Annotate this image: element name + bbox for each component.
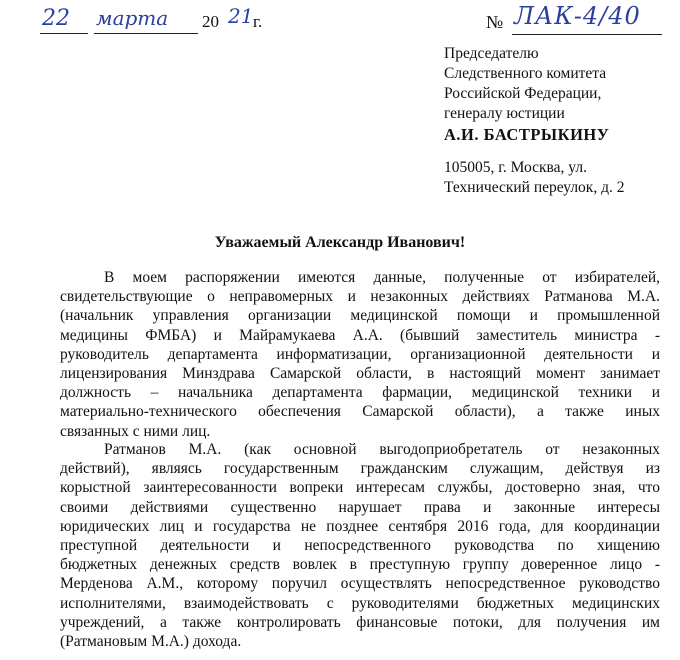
- addressee-line: Российской Федерации,: [444, 85, 602, 102]
- number-handwritten: ЛАК-4/40: [514, 2, 641, 30]
- paragraph-line: медицины ФМБА) и Майрамукаева А.А. (бывший заместитель министра -: [60, 326, 660, 344]
- addressee-name: А.И. БАСТРЫКИНУ: [444, 125, 610, 144]
- paragraph-line: преступной деятельности и непосредственного руководства по хищению: [60, 537, 660, 555]
- date-month: марта: [96, 6, 169, 30]
- addressee-line: генералу юстиции: [444, 105, 565, 122]
- date-year-handwritten: 21: [228, 4, 254, 28]
- paragraph-line: (начальник управления организации медицинской помощи и промышленной: [60, 307, 660, 325]
- number-sign: №: [486, 12, 504, 32]
- addressee-address: [444, 158, 680, 198]
- salutation: Уважаемый Александр Иванович!: [214, 234, 466, 251]
- paragraph-line: свидетельствующие о неправомерных и незаконных действиях Ратманова М.А.: [60, 288, 660, 306]
- date-year-prefix: 20: [202, 12, 219, 31]
- paragraph-line: Мерденова А.М., которому поручил осуществлять непосредственное руководство: [60, 575, 660, 593]
- date-year-suffix: г.: [253, 12, 263, 31]
- paragraph-1: [60, 268, 660, 441]
- letter-date: [38, 6, 278, 36]
- addressee-line: Председателю: [444, 45, 539, 62]
- addressee-block: [444, 44, 680, 145]
- address-line: 105005, г. Москва, ул.: [444, 159, 587, 176]
- paragraph-line: В моем распоряжении имеются данные, полученные от избирателей,: [104, 269, 660, 286]
- address-line: Технический переулок, д. 2: [444, 179, 625, 196]
- paragraph-line: корыстной заинтересованности вопреки интересам службы, достоверно зная, что: [60, 479, 660, 497]
- paragraph-line: исполнителями, взаимодействовать с руководителями бюджетных медицинских: [60, 594, 660, 612]
- date-month-underline: [94, 33, 198, 34]
- paragraph-line: лицензирования Минздрава Самарской области, в настоящий момент занимает: [60, 365, 660, 383]
- paragraph-line: руководитель департамента информатизации, организационной деятельности и: [60, 345, 660, 363]
- paragraph-line: связанных с ними лиц.: [60, 422, 211, 440]
- paragraph-2: [60, 440, 660, 651]
- paragraph-line: учреждений, а также контролировать финансовые потоки, для получения им: [60, 613, 660, 631]
- addressee-line: Следственного комитета: [444, 65, 607, 82]
- paragraph-line: бюджетных денежных средств вовлек в преступную группу доверенное лицо -: [60, 556, 660, 574]
- date-day-underline: [40, 33, 88, 34]
- paragraph-line: (Ратмановым М.А.) дохода.: [60, 633, 242, 651]
- paragraph-line: материально-технического обеспечения Самарской области), а также иных: [60, 403, 660, 421]
- letter-number: [486, 2, 676, 38]
- number-underline: [512, 34, 662, 35]
- paragraph-line: Ратманов М.А. (как основной выгодоприобретатель от незаконных: [104, 441, 660, 458]
- paragraph-line: своими действиями существенно нарушает права и законные интересы: [60, 498, 660, 516]
- paragraph-line: должность – начальника департамента фармации, медицинской техники и: [60, 384, 660, 402]
- date-day: 22: [42, 6, 70, 31]
- paragraph-line: действий), являясь государственным гражданским служащим, действуя из: [60, 460, 660, 478]
- paragraph-line: юридических лиц и государства не позднее сентября 2016 года, для координации: [60, 517, 660, 535]
